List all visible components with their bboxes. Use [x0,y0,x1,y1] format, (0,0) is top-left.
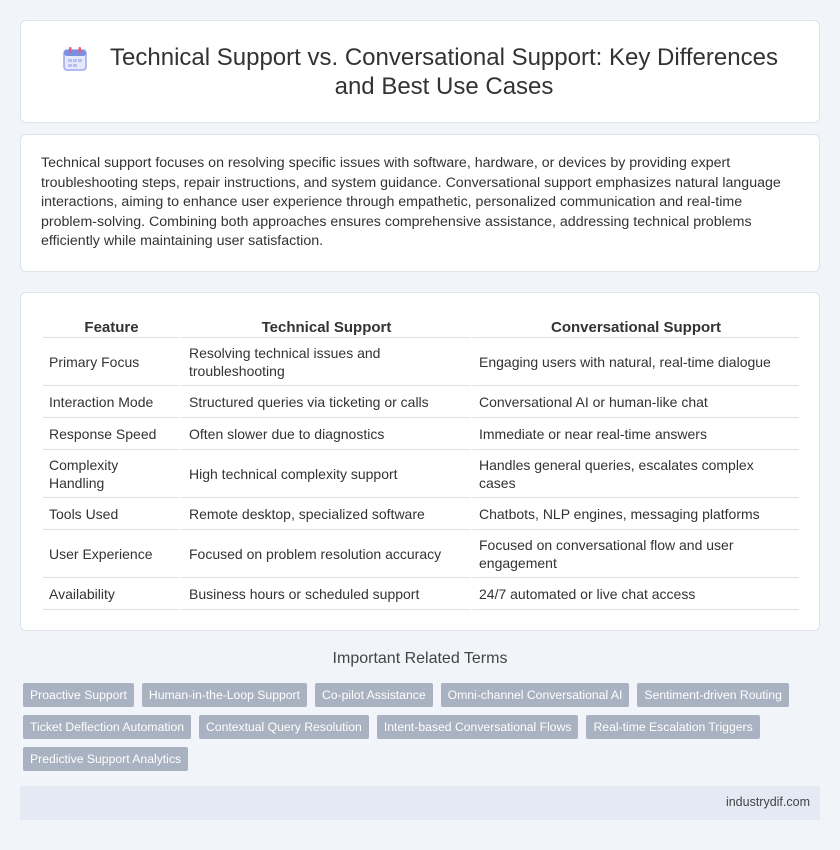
tag-human-in-the-loop-support[interactable]: Human-in-the-Loop Support [142,683,307,707]
feature-cell: Primary Focus [43,338,180,386]
technical-cell: Business hours or scheduled support [180,578,470,610]
comparison-card [20,292,820,631]
table-row [43,578,799,610]
table-row [43,450,799,498]
conversational-cell: Handles general queries, escalates complex cases [470,450,799,498]
technical-cell: Structured queries via ticketing or calls [180,386,470,418]
intro-card [20,134,820,272]
page-title: Technical Support vs. Conversational Support: Key Differences and Best Use Cases [110,43,778,100]
conversational-cell: Immediate or near real-time answers [470,418,799,450]
table-header-row [43,313,799,338]
header-conversational-support: Conversational Support [470,313,799,338]
conversational-cell: Engaging users with natural, real-time dialogue [470,338,799,386]
technical-cell: High technical complexity support [180,450,470,498]
feature-cell: Response Speed [43,418,180,450]
feature-cell: Tools Used [43,498,180,530]
tag-real-time-escalation-triggers[interactable]: Real-time Escalation Triggers [586,715,759,739]
related-terms-title: Important Related Terms [332,650,508,667]
conversational-cell: Conversational AI or human-like chat [470,386,799,418]
tag-contextual-query-resolution[interactable]: Contextual Query Resolution [199,715,369,739]
tag-proactive-support[interactable]: Proactive Support [23,683,134,707]
related-terms-list [23,683,813,771]
tag-predictive-support-analytics[interactable]: Predictive Support Analytics [23,747,188,771]
table-row [43,386,799,418]
feature-cell: Interaction Mode [43,386,180,418]
feature-cell: User Experience [43,530,180,578]
intro-paragraph: Technical support focuses on resolving specific issues with software, hardware, or devices by providing expert troubleshooting steps, repair instructions, and system guidance. Conversational support emphasizes natural language interactions, aiming to enhance user experience through empathetic, personalized communication and real-time problem-solving. Combining both approaches ensures comprehensive assistance, addressing technical problems efficiently while maintaining user satisfaction. [41,155,781,249]
footer-site-link[interactable]: industrydif.com [725,795,810,809]
tag-sentiment-driven-routing[interactable]: Sentiment-driven Routing [637,683,789,707]
conversational-cell: 24/7 automated or live chat access [470,578,799,610]
table-row [43,338,799,386]
footer [20,786,820,820]
table-row [43,418,799,450]
comparison-table [43,313,799,610]
header-technical-support: Technical Support [180,313,470,338]
tag-co-pilot-assistance[interactable]: Co-pilot Assistance [315,683,433,707]
table-row [43,530,799,578]
table-row [43,498,799,530]
conversational-cell: Chatbots, NLP engines, messaging platforms [470,498,799,530]
technical-cell: Remote desktop, specialized software [180,498,470,530]
conversational-cell: Focused on conversational flow and user engagement [470,530,799,578]
technical-cell: Resolving technical issues and troubleshooting [180,338,470,386]
calendar-icon [61,45,89,73]
feature-cell: Complexity Handling [43,450,180,498]
technical-cell: Focused on problem resolution accuracy [180,530,470,578]
feature-cell: Availability [43,578,180,610]
header-feature: Feature [43,313,180,338]
tag-intent-based-conversational-flows[interactable]: Intent-based Conversational Flows [377,715,579,739]
tag-ticket-deflection-automation[interactable]: Ticket Deflection Automation [23,715,191,739]
title-card [20,20,820,123]
technical-cell: Often slower due to diagnostics [180,418,470,450]
tag-omni-channel-conversational-ai[interactable]: Omni-channel Conversational AI [441,683,630,707]
